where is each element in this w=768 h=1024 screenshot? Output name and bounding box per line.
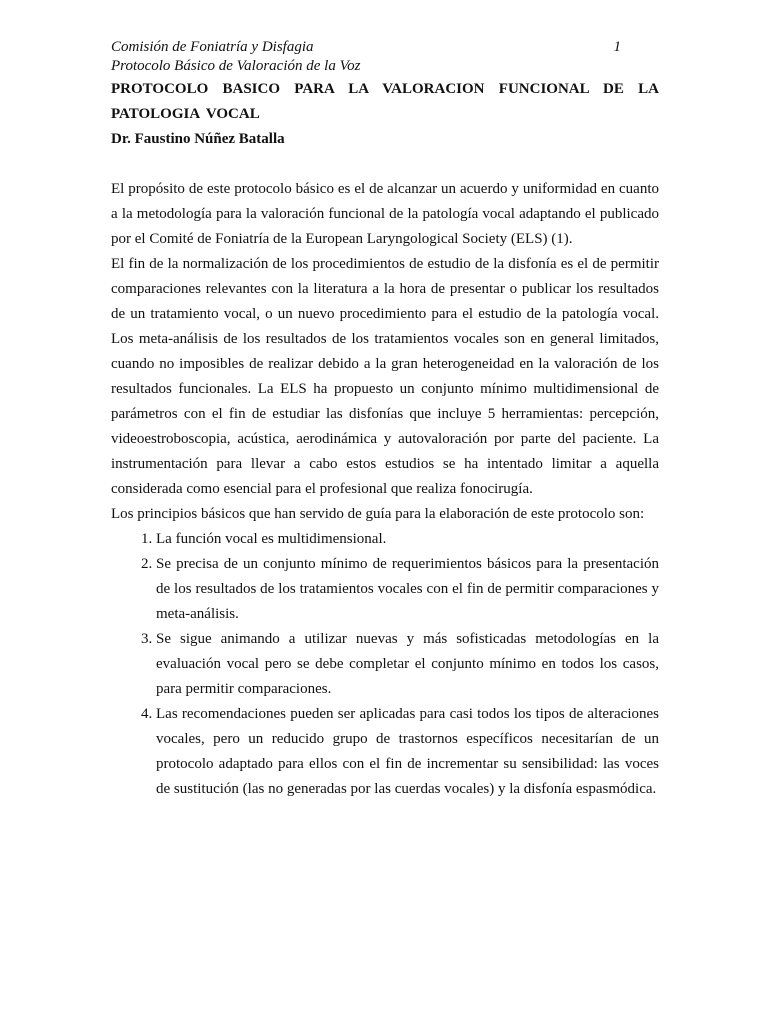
header-commission: Comisión de Foniatría y Disfagia: [111, 39, 314, 55]
paragraph-normalization: El fin de la normalización de los procedimientos de estudio de la disfonía es el de permitir comparaciones relevantes con la literatura a la hora de presentar o publicar los resultados de un tratamiento vocal, o un nuevo procedimiento para el estudio de la patología vocal. Los meta-análisis de los resultados de los tratamientos vocales son en general limitados, cuando no imposibles de realizar debido a la gran heterogeneidad en la valoración de los resultados funcionales. La ELS ha propuesto un conjunto mínimo multidimensional de parámetros con el fin de estudiar las disfonías que incluye 5 herramientas: percepción, videoestroboscopia, acústica, aerodinámica y autovaloración por parte del paciente. La instrumentación para llevar a cabo estos estudios se ha intentado limitar a aquella considerada como esencial para el profesional que realiza fonocirugía.: [111, 256, 659, 497]
document-page: [111, 38, 659, 802]
paragraph-purpose: El propósito de este protocolo básico es el de alcanzar un acuerdo y uniformidad en cuanto a la metodología para la valoración funcional de la patología vocal adaptando el publicado por el Comité de Foniatría de la European Laryngological Society (ELS) (1).: [111, 181, 659, 247]
list-item: 2. Se precisa de un conjunto mínimo de requerimientos básicos para la presentación de los resultados de los tratamientos vocales con el fin de permitir comparaciones y meta-análisis.: [156, 552, 659, 627]
list-item: 1. La función vocal es multidimensional.: [156, 527, 659, 552]
running-header: [111, 38, 659, 76]
header-protocol: Protocolo Básico de Valoración de la Voz: [111, 58, 361, 74]
paragraph-principles-intro: Los principios básicos que han servido de guía para la elaboración de este protocolo son:: [111, 506, 645, 522]
list-item: 3. Se sigue animando a utilizar nuevas y más sofisticadas metodologías en la evaluación vocal pero se debe completar el conjunto mínimo en todos los casos, para permitir comparaciones.: [156, 627, 659, 702]
principles-list: [111, 527, 659, 802]
page-number: 1: [613, 39, 621, 55]
document-author: Dr. Faustino Núñez Batalla: [111, 131, 285, 147]
list-item: 4. Las recomendaciones pueden ser aplicadas para casi todos los tipos de alteraciones vocales, pero un reducido grupo de trastornos específicos necesitarían de un protocolo adaptado para ellos con el fin de incrementar su sensibilidad: las voces de sustitución (las no generadas por las cuerdas vocales) y la disfonía espasmódica.: [156, 702, 659, 802]
document-title: PROTOCOLO BASICO PARA LA VALORACION FUNCIONAL DE LA PATOLOGIA VOCAL: [111, 81, 659, 122]
